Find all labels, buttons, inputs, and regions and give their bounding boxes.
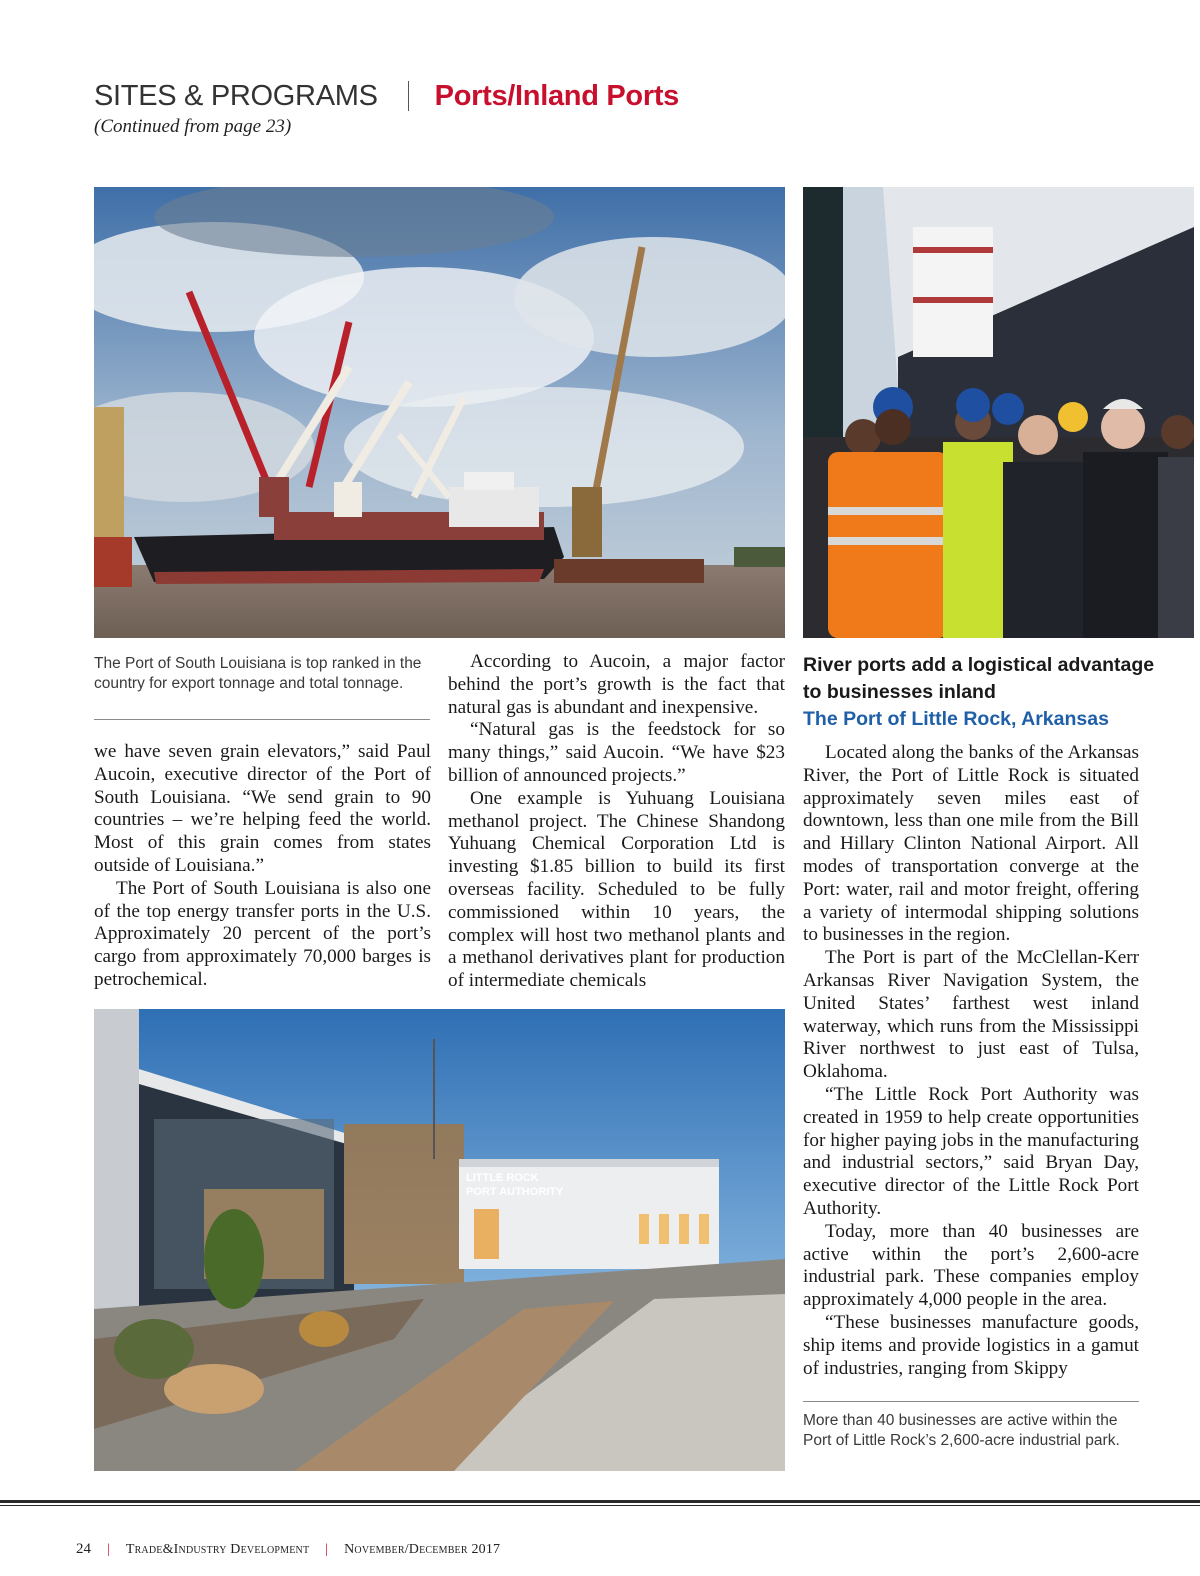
- little-rock-port-authority-building-photo: [94, 1009, 785, 1471]
- article-column-2: [448, 651, 785, 993]
- building-sign-line2: PORT AUTHORITY: [466, 1186, 564, 1198]
- paragraph: “These businesses manufacture goods, ship items and provide logistics in a gamut of industries, ranging from Skippy: [803, 1311, 1139, 1379]
- footer-divider: |: [325, 1541, 329, 1557]
- page-footer: [76, 1541, 500, 1558]
- paragraph: “The Little Rock Port Authority was created in 1959 to help create opportunities for higher paying jobs in the manufacturing and industrial sectors,” said Bryan Day, executive director of the Little Rock Port Authority.: [803, 1083, 1139, 1219]
- paragraph: “Natural gas is the feedstock for so many things,” said Aucoin. “We have $23 billion of announced projects.”: [448, 719, 785, 786]
- photo-caption-port-south-louisiana: The Port of South Louisiana is top ranked in the country for export tonnage and total tonnage.: [94, 655, 422, 692]
- paragraph: The Port of South Louisiana is also one of the top energy transfer ports in the U.S. Approximately 20 percent of the port’s cargo from approximately 70,000 barges is petrochemical.: [94, 877, 431, 990]
- sidebar-heading: [803, 652, 1163, 733]
- paragraph: we have seven grain elevators,” said Paul Aucoin, executive director of the Port of South Louisiana. “We send grain to 90 countries – we’re helping feed the world. Most of this grain comes from states outside of Louisiana.”: [94, 741, 431, 876]
- sidebar-subhead: The Port of Little Rock, Arkansas: [803, 708, 1109, 730]
- footer-rule: [0, 1500, 1200, 1503]
- building-sign-line1: LITTLE ROCK: [466, 1172, 539, 1184]
- paragraph: One example is Yuhuang Louisiana methanol project. The Chinese Shandong Yuhuang Chemical Corporation Ltd is investing $1.85 billion to build its first overseas facility. Scheduled to be fully commissioned within 10 years, the complex will host two methanol plants and a methanol derivatives plant for production of intermediate chemicals: [448, 787, 785, 992]
- cargo-ship-cranes-photo: [94, 187, 785, 638]
- continued-note: (Continued from page 23): [94, 116, 292, 137]
- footer-rule-thin: [0, 1505, 1200, 1506]
- paragraph: According to Aucoin, a major factor behind the port’s growth is the fact that natural gas is abundant and inexpensive.: [448, 651, 785, 718]
- caption-rule: [94, 719, 430, 720]
- header-divider: [408, 81, 409, 111]
- issue-date: November/December 2017: [344, 1541, 501, 1557]
- paragraph: Today, more than 40 businesses are active within the port’s 2,600-acre industrial park. These companies employ approximately 4,000 people in the area.: [803, 1220, 1139, 1311]
- topic-label: Ports/Inland Ports: [434, 79, 680, 112]
- caption-rule: [803, 1401, 1139, 1402]
- page-header: [94, 78, 679, 114]
- port-workers-group-photo: [803, 187, 1194, 638]
- sidebar-article-column: [803, 742, 1139, 1380]
- photo-caption-little-rock: More than 40 businesses are active within the Port of Little Rock’s 2,600-acre industrial park.: [803, 1412, 1120, 1449]
- section-label: SITES & PROGRAMS: [94, 79, 378, 112]
- paragraph: Located along the banks of the Arkansas River, the Port of Little Rock is situated approximately seven miles east of downtown, less than one mile from the Bill and Hillary Clinton National Airport. All modes of transportation converge at the Port: water, rail and motor freight, offering a variety of intermodal shipping solutions to businesses in the region.: [803, 742, 1139, 946]
- publication-name: Trade&Industry Development: [125, 1541, 310, 1557]
- sidebar-headline: River ports add a logistical advantage to businesses inland: [803, 654, 1155, 703]
- article-column-1: [94, 741, 431, 992]
- footer-divider: |: [107, 1541, 110, 1557]
- paragraph: The Port is part of the McClellan-Kerr Arkansas River Navigation System, the United States’ farthest west inland waterway, which runs from the Mississippi River northwest to just east of Tulsa, Oklahoma.: [803, 947, 1139, 1083]
- page-number: 24: [76, 1541, 91, 1557]
